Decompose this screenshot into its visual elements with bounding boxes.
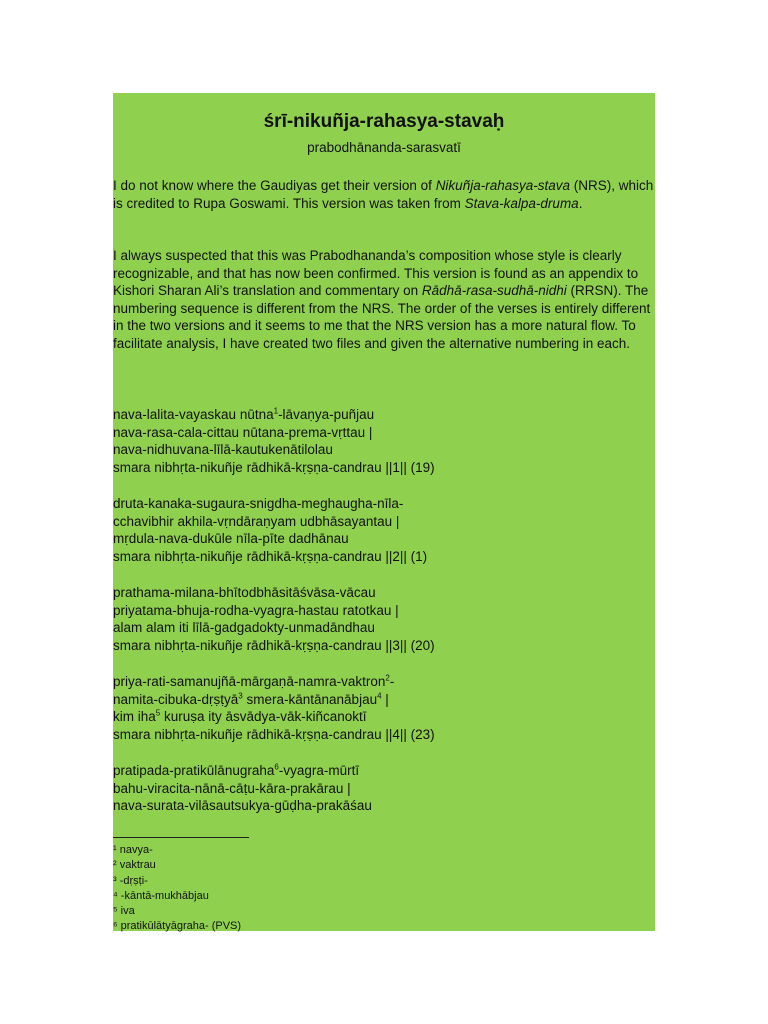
verse-line: pratipada-pratikūlānugraha$^6$-vyagra-mūrtī	[113, 762, 360, 778]
footnote: ³ -dṛṣṭi-	[113, 874, 148, 887]
verse-line: nava-rasa-cala-cittau nūtana-prema-vṛttau |	[113, 424, 373, 440]
intro-paragraph-1: I do not know where the Gaudiyas get their version of Nikuñja-rahasya-stava (NRS), which is credited to Rupa Goswami. This version was taken from Stava-kalpa-druma.	[113, 178, 654, 211]
document-page	[113, 93, 655, 931]
verse-line: priyatama-bhuja-rodha-vyagra-hastau ratotkau |	[113, 602, 399, 618]
verse-line: mṛdula-nava-dukūle nīla-pīte dadhānau	[113, 531, 349, 547]
intro-paragraph-2: I always suspected that this was Prabodhananda’s composition whose style is clearly recognizable, and that has now been confirmed. This version is found as an appendix to Kishori Sharan Ali’s translation and commentary on Rādhā-rasa-sudhā-nidhi (RRSN). The numbering sequence is different from the NRS. The order of the verses is entirely different in the two versions and it seems to me that the NRS version has a more natural flow. To facilitate analysis, I have created two files and given the alternative numbering in each.	[113, 248, 651, 351]
footnote-ref: 3	[238, 691, 243, 701]
verse-1	[113, 406, 435, 476]
verse-line: nava-surata-vilāsautsukya-gūḍha-prakāśau	[113, 798, 372, 814]
footnote-ref: 2	[385, 673, 390, 683]
verse-line: smara nibhṛta-nikuñje rādhikā-kṛṣṇa-candrau ||1|| (19)	[113, 459, 435, 475]
verse-line: priya-rati-samanujñā-mārgaṇā-namra-vaktron$^2$-	[113, 673, 395, 689]
footnotes	[113, 843, 241, 935]
verse-5	[113, 762, 372, 815]
verse-line: druta-kanaka-sugaura-snigdha-meghaugha-nīla-	[113, 496, 404, 511]
footnote: ⁵ iva	[113, 905, 135, 918]
footnote-ref: 6	[274, 762, 279, 772]
footnote-ref: 4	[377, 691, 382, 701]
verse-line: nava-lalita-vayaskau nūtna$^1$-lāvaṇya-puñjau	[113, 406, 375, 422]
verse-line: cchavibhir akhila-vṛndāraṇyam udbhāsayantau |	[113, 513, 400, 529]
verse-4	[113, 673, 435, 743]
verse-line: kim iha$^5$ kuruṣa ity āsvādya-vāk-kiñcanoktī	[113, 708, 367, 725]
author-name: prabodhānanda-sarasvatī	[307, 140, 461, 155]
verse-line: namita-cibuka-dṛṣṭyā$^3$ smera-kāntānanābjau$^4$ |	[113, 691, 389, 707]
footnote: ² vaktrau	[113, 859, 156, 872]
verse-line: smara nibhṛta-nikuñje rādhikā-kṛṣṇa-candrau ||2|| (1)	[113, 548, 428, 564]
footnote-ref: 5	[155, 708, 161, 718]
footnote: ⁶ pratikūlātyāgraha- (PVS)	[113, 920, 242, 933]
verse-2	[113, 495, 427, 565]
verse-line: nava-nidhuvana-līlā-kautukenātilolau	[113, 442, 333, 458]
verse-line: smara nibhṛta-nikuñje rādhikā-kṛṣṇa-candrau ||4|| (23)	[113, 726, 435, 742]
verse-3	[113, 584, 435, 654]
footnote-divider	[113, 837, 249, 838]
footnote: ⁴ -kāntā-mukhābjau	[113, 889, 209, 902]
footnote-ref: 1	[273, 406, 279, 416]
footnote: ¹ navya-	[113, 844, 153, 856]
page-title: śrī-nikuñja-rahasya-stavaḥ	[263, 111, 505, 132]
verse-line: bahu-viracita-nānā-cāṭu-kāra-prakārau |	[113, 780, 351, 796]
verse-line: prathama-milana-bhītodbhāsitāśvāsa-vācau	[113, 585, 376, 600]
verse-line: alam alam iti līlā-gadgadokty-unmadāndhau	[113, 620, 375, 636]
verse-line: smara nibhṛta-nikuñje rādhikā-kṛṣṇa-candrau ||3|| (20)	[113, 637, 435, 653]
